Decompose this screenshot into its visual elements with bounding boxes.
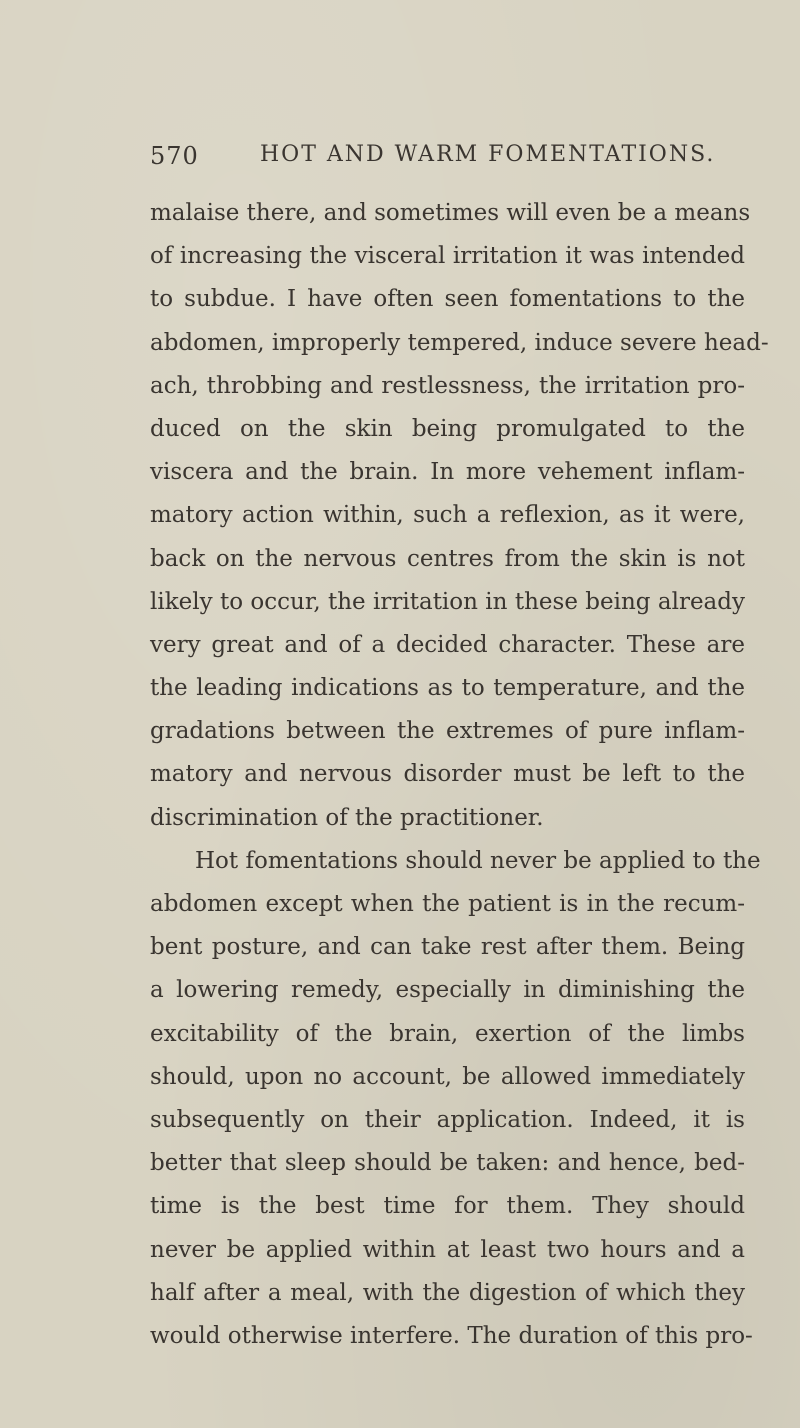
paragraph: [150, 840, 761, 1358]
text-line: excitability of the brain, exertion of the limbs: [150, 1020, 745, 1047]
text-line: ach, throbbing and restlessness, the irritation pro-: [150, 372, 745, 399]
text-line: better that sleep should be taken: and hence, bed-: [150, 1150, 745, 1177]
text-line: discrimination of the practitioner.: [150, 804, 544, 831]
text-line: subsequently on their application. Indeed, it is: [150, 1106, 745, 1133]
text-line: duced on the skin being promulgated to the: [150, 415, 745, 442]
text-line: the leading indications as to temperature, and the: [150, 675, 745, 702]
text-line: a lowering remedy, especially in diminishing the: [150, 977, 745, 1004]
text-line: likely to occur, the irritation in these being already: [150, 588, 745, 615]
text-line: matory and nervous disorder must be left to the: [150, 761, 745, 788]
text-line: Hot fomentations should never be applied to the: [195, 847, 761, 874]
text-line: back on the nervous centres from the skin is not: [150, 545, 745, 572]
text-line: should, upon no account, be allowed immediately: [150, 1063, 745, 1090]
page-header: [150, 142, 750, 182]
running-title: HOT AND WARM FOMENTATIONS.: [260, 142, 716, 167]
text-line: malaise there, and sometimes will even be a means: [150, 200, 751, 226]
text-line: of increasing the visceral irritation it was intended: [150, 243, 745, 270]
text-line: viscera and the brain. In more vehement inflam-: [150, 459, 745, 486]
text-line: never be applied within at least two hours and a: [150, 1236, 745, 1263]
text-line: time is the best time for them. They should: [150, 1193, 745, 1220]
text-line: very great and of a decided character. These are: [150, 631, 745, 658]
text-line: would otherwise interfere. The duration of this pro-: [150, 1322, 753, 1349]
text-line: abdomen except when the patient is in the recum-: [150, 891, 745, 917]
page-number: 570: [150, 142, 199, 170]
text-line: half after a meal, with the digestion of which they: [150, 1279, 745, 1306]
text-line: abdomen, improperly tempered, induce severe head-: [150, 329, 769, 356]
text-line: to subdue. I have often seen fomentations to the: [150, 286, 745, 313]
text-line: gradations between the extremes of pure inflam-: [150, 718, 745, 745]
paragraph: [150, 192, 769, 840]
text-line: matory action within, such a reflexion, as it were,: [150, 502, 745, 529]
text-line: bent posture, and can take rest after them. Being: [150, 934, 745, 961]
body-text: [150, 192, 769, 1358]
